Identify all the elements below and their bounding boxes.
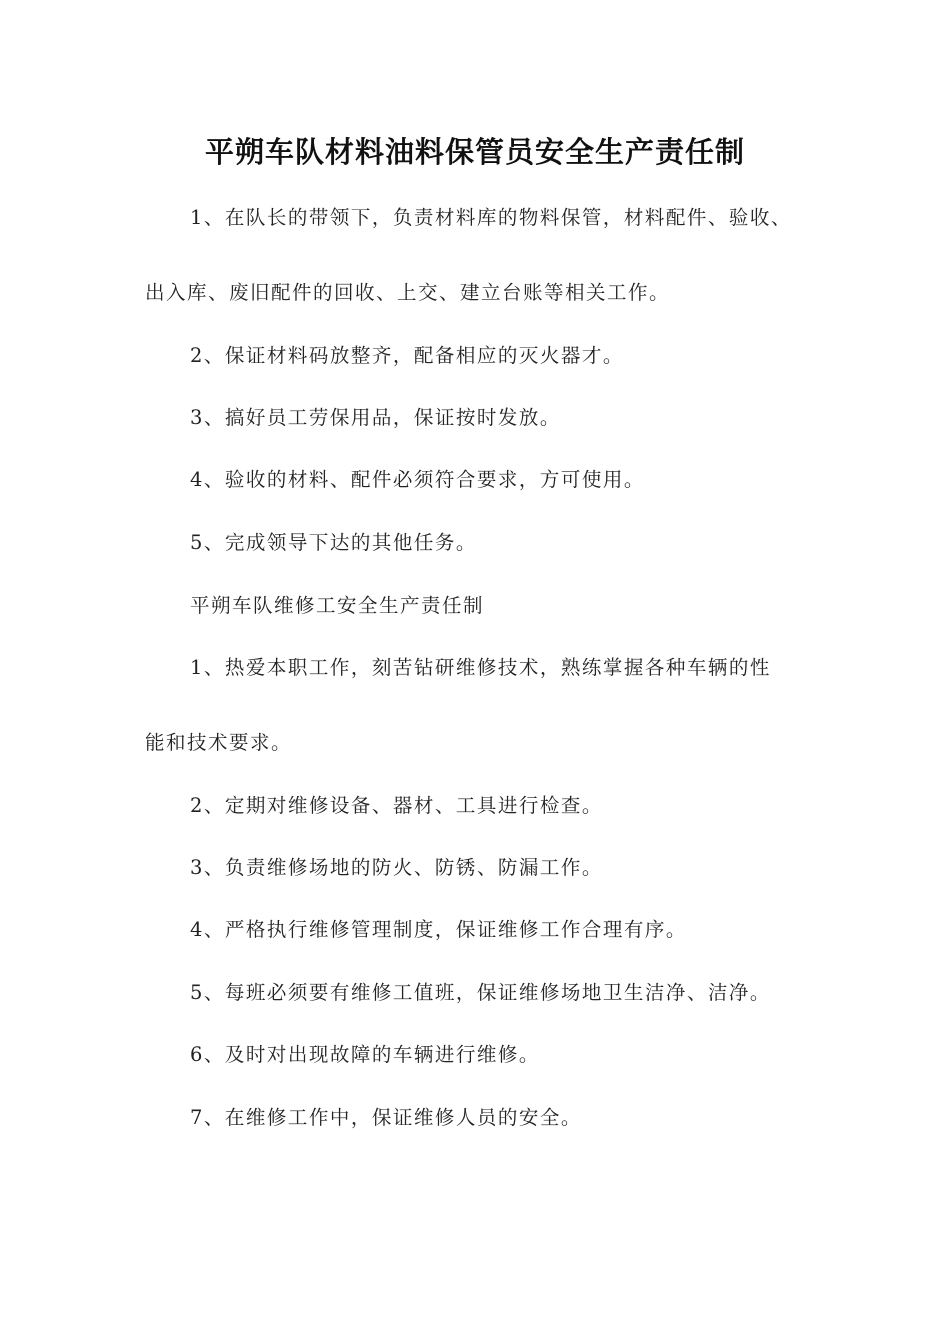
paragraph-line: 4、严格执行维修管理制度，保证维修工作合理有序。: [190, 918, 687, 941]
paragraph-line: 7、在维修工作中，保证维修人员的安全。: [190, 1106, 582, 1129]
page-title: 平朔车队材料油料保管员安全生产责任制: [204, 135, 745, 169]
paragraph-line: 1、在队长的带领下，负责材料库的物料保管，材料配件、验收、: [190, 206, 792, 229]
paragraph-line: 出入库、废旧配件的回收、上交、建立台账等相关工作。: [145, 281, 671, 304]
paragraph-line: 4、验收的材料、配件必须符合要求，方可使用。: [190, 468, 645, 491]
paragraph-line: 3、负责维修场地的防火、防锈、防漏工作。: [190, 856, 603, 879]
paragraph-line: 5、完成领导下达的其他任务。: [190, 531, 477, 554]
paragraph-line: 能和技术要求。: [145, 731, 293, 754]
paragraph-line: 3、搞好员工劳保用品，保证按时发放。: [190, 406, 561, 429]
paragraph-line: 2、保证材料码放整齐，配备相应的灭火器才。: [190, 344, 624, 367]
paragraph-line: 2、定期对维修设备、器材、工具进行检查。: [190, 794, 603, 817]
paragraph-line: 1、热爱本职工作，刻苦钻研维修技术，熟练掌握各种车辆的性: [190, 656, 771, 679]
paragraph-line: 6、及时对出现故障的车辆进行维修。: [190, 1043, 540, 1066]
section-heading: 平朔车队维修工安全生产责任制: [190, 594, 485, 617]
paragraph-line: 5、每班必须要有维修工值班，保证维修场地卫生洁净、洁净。: [190, 981, 771, 1004]
